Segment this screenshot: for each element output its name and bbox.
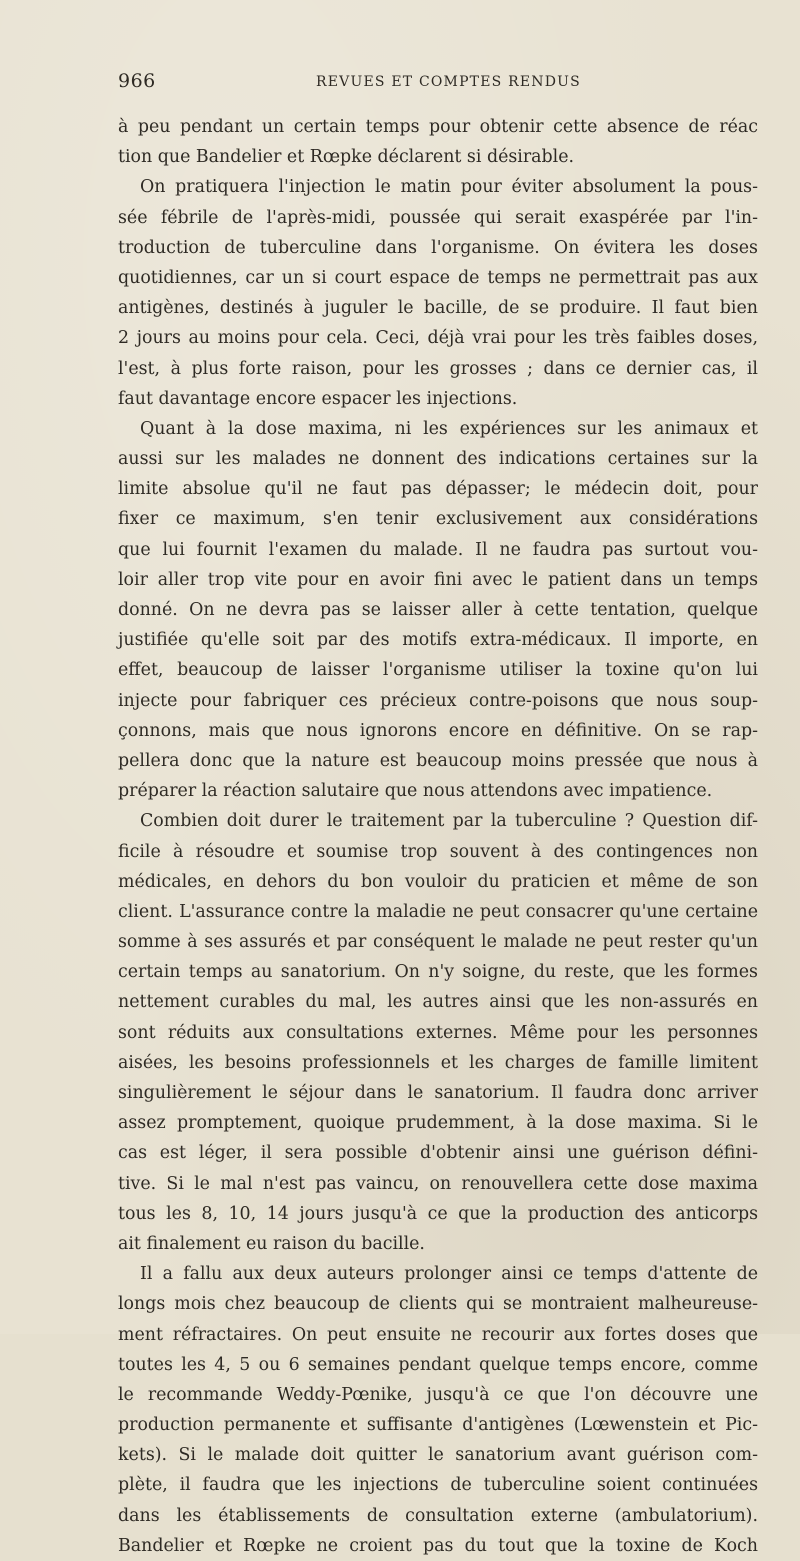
text-line: préparer la réaction salutaire que nous attendons avec impatience. — [118, 781, 713, 802]
text-line: dans les établissements de consultation externe (ambulatorium). — [118, 1505, 758, 1526]
body-text — [118, 112, 758, 1561]
text-line: toutes les 4, 5 ou 6 semaines pendant quelque temps encore, comme — [118, 1354, 758, 1375]
text-line: 2 jours au moins pour cela. Ceci, déjà vrai pour les très faibles doses, — [118, 328, 758, 349]
text-line: loir aller trop vite pour en avoir fini avec le patient dans un temps — [118, 569, 758, 590]
text-line: le recommande Weddy-Pœnike, jusqu'à ce que l'on découvre une — [118, 1384, 758, 1405]
text-line: médicales, en dehors du bon vouloir du praticien et même de son — [118, 871, 758, 892]
text-line: que lui fournit l'examen du malade. Il ne faudra pas surtout vou- — [118, 539, 758, 560]
text-line: tive. Si le mal n'est pas vaincu, on renouvellera cette dose maxima — [118, 1173, 758, 1194]
text-line: plète, il faudra que les injections de tuberculine soient continuées — [118, 1475, 758, 1496]
text-line: troduction de tuberculine dans l'organisme. On évitera les doses — [118, 237, 758, 258]
text-line: tous les 8, 10, 14 jours jusqu'à ce que la production des anticorps — [118, 1203, 758, 1224]
text-line: quotidiennes, car un si court espace de temps ne permettrait pas aux — [118, 267, 758, 288]
text-line: aussi sur les malades ne donnent des indications certaines sur la — [118, 449, 758, 470]
text-line: ment réfractaires. On peut ensuite ne recourir aux fortes doses que — [118, 1324, 758, 1345]
text-line: injecte pour fabriquer ces précieux contre-poisons que nous soup- — [118, 690, 758, 711]
text-line: Combien doit durer le traitement par la tuberculine ? Question dif- — [140, 811, 758, 832]
text-line: kets). Si le malade doit quitter le sanatorium avant guérison com- — [118, 1445, 758, 1466]
text-line: donné. On ne devra pas se laisser aller à cette tentation, quelque — [118, 600, 758, 620]
text-line: antigènes, destinés à juguler le bacille, de se produire. Il faut bien — [118, 298, 758, 319]
text-line: cas est léger, il sera possible d'obtenir ainsi une guérison défini- — [118, 1143, 758, 1164]
running-head — [118, 70, 758, 96]
text-line: aisées, les besoins professionnels et les charges de famille limitent — [118, 1052, 758, 1073]
text-line: pellera donc que la nature est beaucoup moins pressée que nous à — [118, 750, 758, 771]
text-line: On pratiquera l'injection le matin pour éviter absolument la pous- — [140, 177, 758, 198]
text-line: ficile à résoudre et soumise trop souvent à des contingences non — [118, 841, 758, 862]
text-line: certain temps au sanatorium. On n'y soigne, du reste, que les formes — [118, 962, 758, 983]
text-line: fixer ce maximum, s'en tenir exclusivement aux considérations — [118, 509, 758, 530]
text-line: longs mois chez beaucoup de clients qui se montraient malheureuse- — [118, 1294, 758, 1315]
text-line: limite absolue qu'il ne faut pas dépasser; le médecin doit, pour — [118, 479, 758, 500]
text-line: somme à ses assurés et par conséquent le malade ne peut rester qu'un — [118, 932, 758, 953]
text-line: Il a fallu aux deux auteurs prolonger ainsi ce temps d'attente de — [140, 1264, 758, 1285]
text-line: justifiée qu'elle soit par des motifs extra-médicaux. Il importe, en — [118, 630, 758, 651]
page-number: 966 — [118, 70, 156, 92]
text-line: à peu pendant un certain temps pour obtenir cette absence de réac — [118, 117, 758, 137]
text-line: Quant à la dose maxima, ni les expériences sur les animaux et — [140, 418, 758, 439]
text-line: sée fébrile de l'après-midi, poussée qui serait exaspérée par l'in- — [118, 207, 758, 228]
text-line: çonnons, mais que nous ignorons encore en définitive. On se rap- — [118, 720, 758, 741]
text-line: faut davantage encore espacer les injections. — [118, 388, 518, 409]
text-line: client. L'assurance contre la maladie ne peut consacrer qu'une certaine — [118, 901, 758, 922]
text-line: production permanente et suffisante d'antigènes (Lœwenstein et Pic- — [118, 1415, 758, 1436]
text-line: nettement curables du mal, les autres ainsi que les non-assurés en — [118, 992, 758, 1013]
text-line: effet, beaucoup de laisser l'organisme utiliser la toxine qu'on lui — [118, 660, 758, 681]
text-line: Bandelier et Rœpke ne croient pas du tout que la toxine de Koch — [118, 1535, 758, 1556]
text-line: ait finalement eu raison du bacille. — [118, 1233, 425, 1254]
journal-title: REVUES ET COMPTES RENDUS — [316, 74, 581, 90]
text-line: singulièrement le séjour dans le sanatorium. Il faudra donc arriver — [118, 1083, 758, 1103]
text-line: assez promptement, quoique prudemment, à la dose maxima. Si le — [118, 1113, 758, 1134]
text-line: l'est, à plus forte raison, pour les grosses ; dans ce dernier cas, il — [118, 358, 758, 379]
text-line: tion que Bandelier et Rœpke déclarent si désirable. — [118, 147, 575, 168]
text-line: sont réduits aux consultations externes. Même pour les personnes — [118, 1022, 758, 1043]
